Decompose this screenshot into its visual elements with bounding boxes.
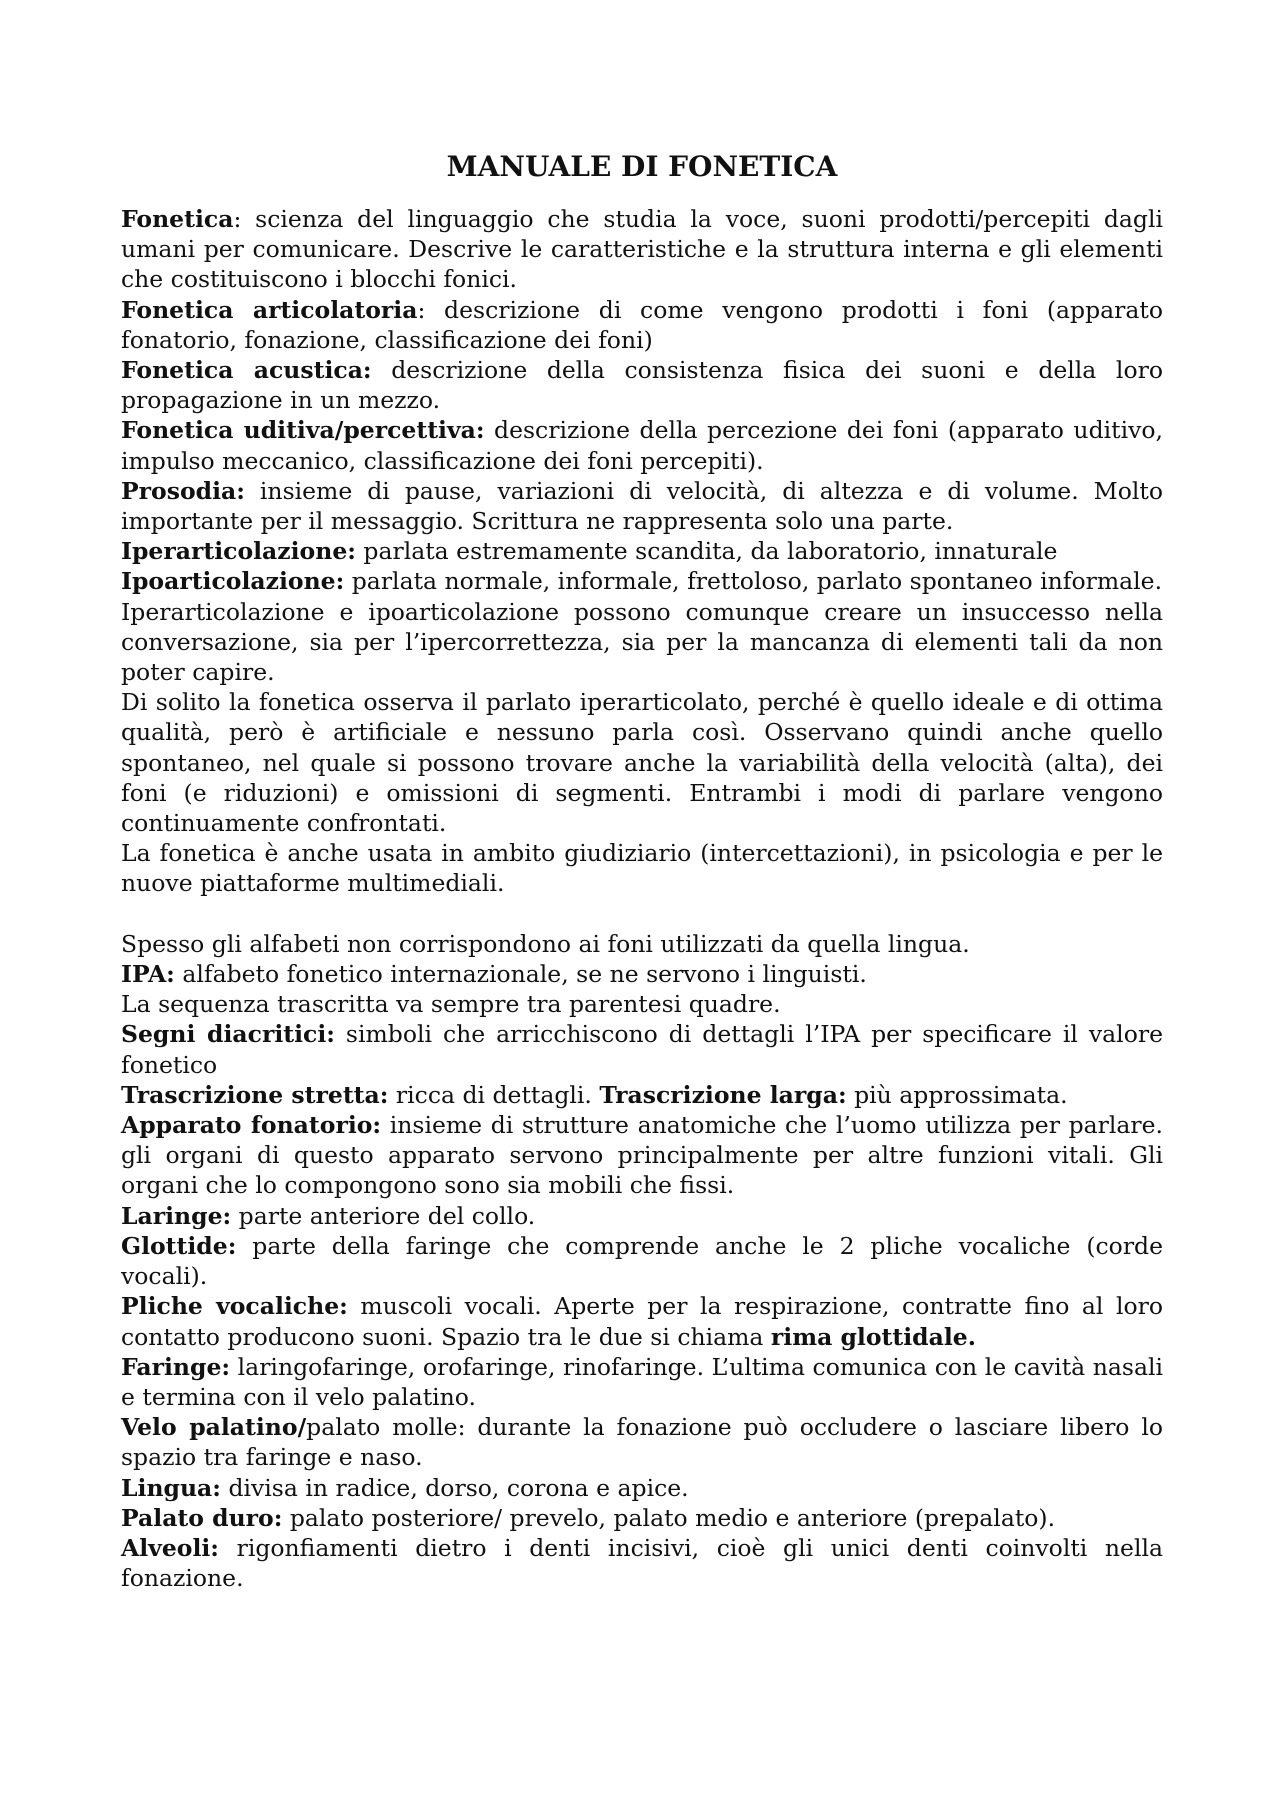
definition: più approssimata. bbox=[846, 1080, 1068, 1109]
paragraph-palato-duro bbox=[121, 1503, 1163, 1533]
term: Trascrizione stretta: bbox=[121, 1080, 389, 1109]
paragraph-prosodia bbox=[121, 476, 1163, 536]
paragraph-alfabeti bbox=[121, 929, 1163, 959]
paragraph-fonetica-articolatoria bbox=[121, 295, 1163, 355]
definition: divisa in radice, dorso, corona e apice. bbox=[220, 1473, 689, 1502]
definition: parlata estremamente scandita, da laboratorio, innaturale bbox=[355, 537, 1058, 566]
term: Faringe: bbox=[121, 1352, 231, 1381]
definition: laringofaringe, orofaringe, rinofaringe. L’ultima comunica con le cavità nasali e termina con il velo palatino. bbox=[121, 1352, 1163, 1411]
term: Laringe: bbox=[121, 1201, 232, 1230]
paragraph-trascrizione bbox=[121, 1080, 1163, 1110]
paragraph-pliche-vocaliche bbox=[121, 1291, 1163, 1351]
body-text: Di solito la fonetica osserva il parlato iperarticolato, perché è quello ideale e di ottima qualità, però è artificiale e nessuno parla così. Osservano quindi anche quello spontaneo, nel quale si possono trovare anche la variabilità della velocità (alta), dei foni (e riduzioni) e omissioni di segmenti. Entrambi i modi di parlare vengono continuamente confrontati. bbox=[121, 688, 1163, 838]
definition: palato molle: durante la fonazione può occludere o lasciare libero lo spazio tra faringe e naso. bbox=[121, 1413, 1163, 1472]
definition: parte anteriore del collo. bbox=[231, 1201, 536, 1230]
paragraph-lingua bbox=[121, 1473, 1163, 1503]
term: Pliche vocaliche: bbox=[121, 1292, 348, 1321]
body-text: La sequenza trascritta va sempre tra parentesi quadre. bbox=[121, 990, 781, 1019]
term: Ipoarticolazione: bbox=[121, 567, 345, 596]
paragraph-parentesi bbox=[121, 989, 1163, 1019]
paragraph-ipoarticolazione bbox=[121, 566, 1163, 596]
paragraph-apparato-fonatorio bbox=[121, 1110, 1163, 1201]
definition: rigonfiamenti dietro i denti incisivi, cioè gli unici denti coinvolti nella fonazione. bbox=[121, 1533, 1163, 1593]
term: Fonetica uditiva/percettiva: bbox=[121, 416, 485, 445]
term: Fonetica bbox=[121, 205, 234, 233]
section-trascrizione bbox=[121, 929, 1163, 1593]
term: Velo palatino/ bbox=[121, 1413, 307, 1442]
definition: : descrizione di come vengono prodotti i foni (apparato fonatorio, fonazione, classificazione dei foni) bbox=[121, 295, 1163, 354]
paragraph-segni-diacritici bbox=[121, 1019, 1163, 1079]
definition: ricca di dettagli. bbox=[388, 1080, 600, 1109]
paragraph-alveoli bbox=[121, 1533, 1163, 1593]
document-page bbox=[121, 150, 1163, 1593]
paragraph-glottide bbox=[121, 1231, 1163, 1291]
definition: : scienza del linguaggio che studia la voce, suoni prodotti/percepiti dagli umani per comunicare. Descrive le caratteristiche e la struttura interna e gli elementi che costituiscono i blocchi fonici. bbox=[121, 205, 1163, 294]
paragraph-parlato bbox=[121, 687, 1163, 838]
paragraph-velo-palatino bbox=[121, 1412, 1163, 1472]
definition: descrizione della percezione dei foni (apparato uditivo, impulso meccanico, classificazione dei foni percepiti). bbox=[121, 416, 1163, 475]
paragraph-insuccesso bbox=[121, 597, 1163, 688]
paragraph-fonetica-acustica bbox=[121, 355, 1163, 415]
paragraph-ambiti bbox=[121, 838, 1163, 898]
blank-line bbox=[121, 899, 1163, 929]
definition: insieme di pause, variazioni di velocità, di altezza e di volume. Molto importante per il messaggio. Scrittura ne rappresenta solo una parte. bbox=[121, 476, 1163, 536]
paragraph-iperarticolazione bbox=[121, 536, 1163, 566]
term: Segni diacritici: bbox=[121, 1020, 335, 1049]
definition: descrizione della consistenza fisica dei suoni e della loro propagazione in un mezzo. bbox=[121, 356, 1163, 415]
term: Glottide: bbox=[121, 1231, 237, 1260]
term: Fonetica acustica: bbox=[121, 356, 372, 385]
definition: parlata normale, informale, frettoloso, parlato spontaneo informale. bbox=[344, 567, 1163, 596]
definition: palato posteriore/ prevelo, palato medio e anteriore (prepalato). bbox=[282, 1503, 1056, 1532]
term: Fonetica articolatoria bbox=[121, 295, 418, 324]
definition: alfabeto fonetico internazionale, se ne servono i linguisti. bbox=[174, 960, 867, 989]
definition: insieme di strutture anatomiche che l’uomo utilizza per parlare. gli organi di questo apparato servono principalmente per altre funzioni vitali. Gli organi che lo compongono sono sia mobili che fissi. bbox=[121, 1111, 1163, 1200]
document-title: MANUALE DI FONETICA bbox=[446, 150, 838, 183]
term: IPA: bbox=[121, 960, 175, 989]
paragraph-fonetica-uditiva bbox=[121, 415, 1163, 475]
term: Iperarticolazione: bbox=[121, 537, 356, 566]
paragraph-ipa bbox=[121, 959, 1163, 989]
term: Trascrizione larga: bbox=[599, 1080, 847, 1109]
body-text: Iperarticolazione e ipoarticolazione possono comunque creare un insuccesso nella conversazione, sia per l’ipercorrettezza, sia per la mancanza di elementi tali da non poter capire. bbox=[121, 597, 1163, 687]
paragraph-fonetica bbox=[121, 204, 1163, 295]
term: rima glottidale. bbox=[770, 1322, 976, 1351]
term: Palato duro: bbox=[121, 1503, 283, 1532]
definition: simboli che arricchiscono di dettagli l’IPA per specificare il valore fonetico bbox=[121, 1020, 1163, 1079]
term: Apparato fonatorio: bbox=[121, 1111, 382, 1140]
paragraph-laringe bbox=[121, 1201, 1163, 1231]
paragraph-faringe bbox=[121, 1352, 1163, 1412]
body-text: La fonetica è anche usata in ambito giudiziario (intercettazioni), in psicologia e per le nuove piattaforme multimediali. bbox=[121, 839, 1163, 898]
term: Alveoli: bbox=[121, 1533, 219, 1562]
body-text: Spesso gli alfabeti non corrispondono ai foni utilizzati da quella lingua. bbox=[121, 929, 970, 958]
definition: parte della faringe che comprende anche le 2 pliche vocaliche (corde vocali). bbox=[121, 1231, 1163, 1291]
definition: muscoli vocali. Aperte per la respirazione, contratte fino al loro contatto producono suoni. Spazio tra le due si chiama bbox=[121, 1292, 1163, 1351]
term: Prosodia: bbox=[121, 476, 245, 505]
section-intro bbox=[121, 204, 1163, 899]
term: Lingua: bbox=[121, 1473, 221, 1502]
